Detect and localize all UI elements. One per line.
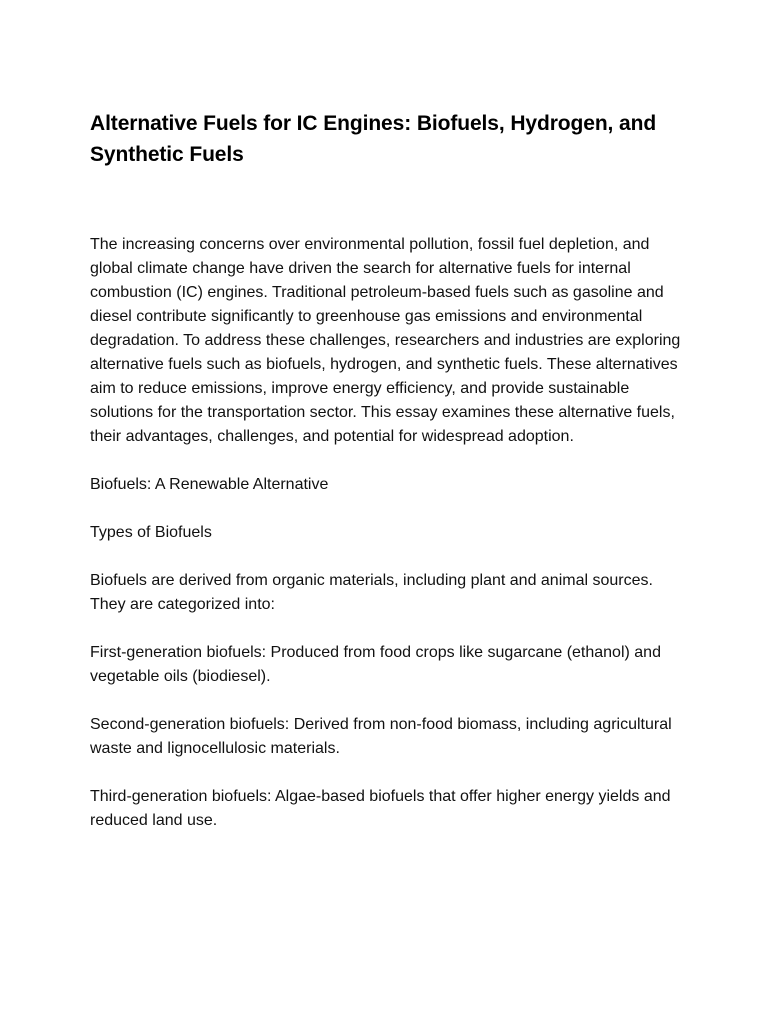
document-body (90, 233, 690, 833)
intro-paragraph: The increasing concerns over environmental pollution, fossil fuel depletion, and global climate change have driven the search for alternative fuels for internal combustion (IC) engines. Traditional petroleum-based fuels such as gasoline and diesel contribute significantly to greenhouse gas emissions and environmental degradation. To address these challenges, researchers and industries are exploring alternative fuels such as biofuels, hydrogen, and synthetic fuels. These alternatives aim to reduce emissions, improve energy efficiency, and provide sustainable solutions for the transportation sector. This essay examines these alternative fuels, their advantages, challenges, and potential for widespread adoption. (90, 236, 681, 445)
subsection-heading-types: Types of Biofuels (90, 524, 212, 541)
second-generation-paragraph: Second-generation biofuels: Derived from non-food biomass, including agricultural waste and lignocellulosic materials. (90, 716, 672, 757)
document-title: Alternative Fuels for IC Engines: Biofuels, Hydrogen, and Synthetic Fuels (90, 112, 657, 166)
first-generation-paragraph: First-generation biofuels: Produced from food crops like sugarcane (ethanol) and vegetable oils (biodiesel). (90, 644, 661, 685)
biofuels-definition-paragraph: Biofuels are derived from organic materials, including plant and animal sources. They are categorized into: (90, 572, 653, 613)
third-generation-paragraph: Third-generation biofuels: Algae-based biofuels that offer higher energy yields and reduced land use. (90, 788, 671, 829)
document-content (90, 108, 690, 857)
section-heading-biofuels: Biofuels: A Renewable Alternative (90, 476, 329, 493)
